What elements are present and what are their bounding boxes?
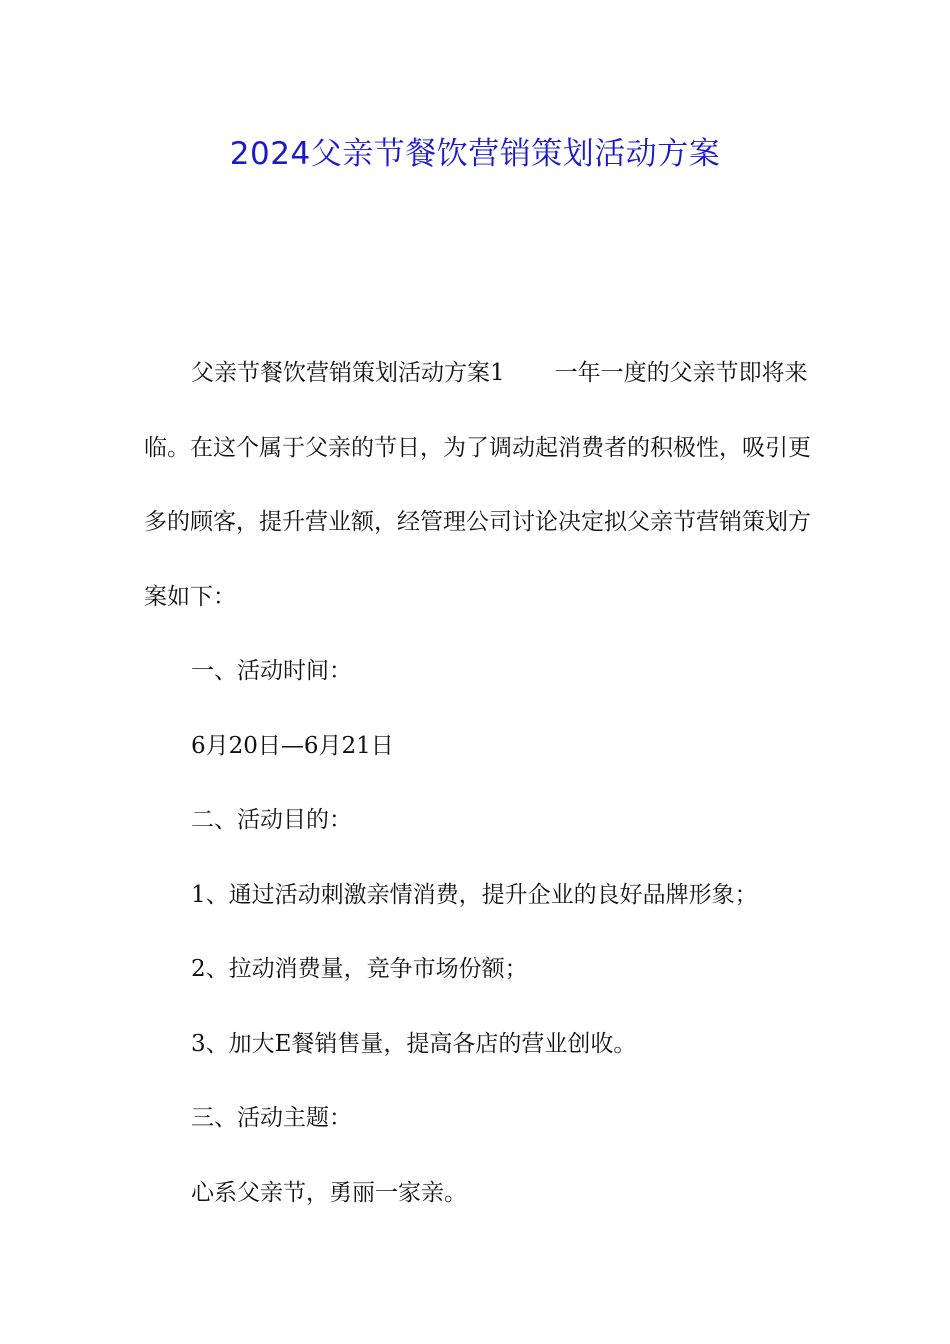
purpose-item-2: 2、拉动消费量，竞争市场份额； — [191, 956, 528, 982]
intro-paragraph — [144, 336, 824, 634]
document-body — [144, 336, 824, 1230]
purpose-item-3: 3、加大E餐销售量，提高各店的营业创收。 — [191, 1030, 637, 1057]
section-heading-purpose: 二、活动目的： — [191, 807, 352, 833]
intro-heading: 父亲节餐饮营销策划活动方案1 — [191, 360, 505, 386]
activity-date: 6月20日—6月21日 — [191, 732, 394, 759]
section-heading-time: 一、活动时间： — [191, 658, 352, 684]
document-title: 2024父亲节餐饮营销策划活动方案 — [229, 136, 721, 172]
section-heading-theme: 三、活动主题： — [191, 1105, 352, 1131]
purpose-item-1: 1、通过活动刺激亲情消费，提升企业的良好品牌形象； — [191, 881, 758, 908]
theme-text: 心系父亲节，勇丽一家亲。 — [191, 1179, 467, 1206]
intro-text: 一年一度的父亲节即将来临。在这个属于父亲的节日，为了调动起消费者的积极性，吸引更多的顾客，提升营业额，经管理公司讨论决定拟父亲节营销策划方案如下： — [144, 360, 811, 610]
